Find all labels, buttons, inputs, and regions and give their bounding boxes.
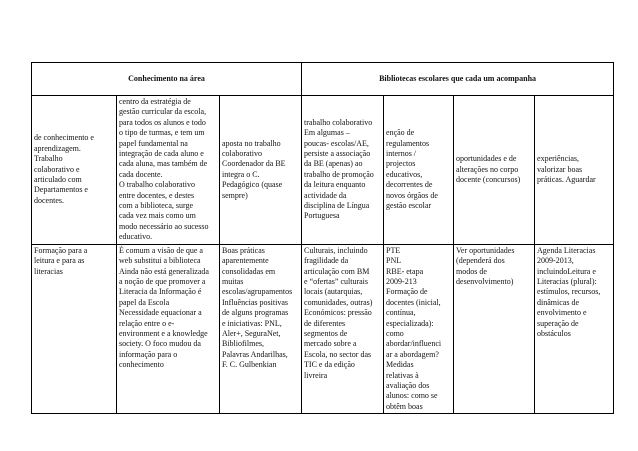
table-cell: Culturais, incluindo fragilidade da articulação com BM e “ofertas” culturais locais (autarquias, comunidades, outras) Económicos: pressão de diferentes segmentos de mercado sobre a Escola, no sector das TIC e da edição livreira <box>302 244 384 414</box>
table-cell: centro da estratégia de gestão curricular da escola, para todos os alunos e todo o tipo de turmas, e tem um papel fundamental na integração de cada aluno e cada aluna, mas também de cada docente. O trabalho colaborativo entre docentes, e destes com a biblioteca, surge cada vez mais como um modo necessário ao sucesso educativo. <box>117 96 220 245</box>
table-row <box>32 96 614 245</box>
table-row <box>32 244 614 414</box>
table-cell: Boas práticas aparentemente consolidadas em muitas escolas/agrupamentos Influências positivas de alguns programas e iniciativas: PNL, Aler+, SeguraNet, Bibliofilmes, Palavras Andarilhas, F. C. Gulbenkian <box>220 244 302 414</box>
table-cell: enção de regulamentos internos / projectos educativos, decorrentes de novos órgãos de gestão escolar <box>384 96 454 245</box>
table-cell: É comum a visão de que a web substitui a biblioteca Ainda não está generalizada a noção de que promover a Literacia da Informação é papel da Escola Necessidade equacionar a relação entre o e- environment e a knowledge society. O foco mudou da informação para o conhecimento <box>117 244 220 414</box>
table-cell: aposta no trabalho colaborativo Coordenador da BE integra o C. Pedagógico (quase sempre) <box>220 96 302 245</box>
table-cell: experiências, valorizar boas práticas. Aguardar <box>535 96 614 245</box>
header-row <box>32 63 614 96</box>
table-cell: de conhecimento e aprendizagem. Trabalho colaborativo e articulado com Departamentos e docentes. <box>32 96 117 245</box>
header-school-libraries: Bibliotecas escolares que cada um acompanha <box>302 63 614 96</box>
document-table <box>31 62 614 414</box>
table-cell: Agenda Literacias 2009-2013, incluindoLeitura e Literacias (plural): estímulos, recursos, dinâmicas de envolvimento e superação de obstáculos <box>535 244 614 414</box>
table-cell: PTE PNL RBE- etapa 2009-213 Formação de docentes (inicial, contínua, especializada): como abordar/influenci ar a abordagem? Medidas relativas à avaliação dos alunos: como se obtêm boas <box>384 244 454 414</box>
table-cell: Ver oportunidades (dependerá dos modos de desenvolvimento) <box>454 244 535 414</box>
table-cell: trabalho colaborativo Em algumas – poucas- escolas/AE, persiste a associação da BE (apenas) ao trabalho de promoção da leitura enquanto actividade da disciplina de Língua Portuguesa <box>302 96 384 245</box>
header-knowledge-area: Conhecimento na área <box>32 63 302 96</box>
table-cell: oportunidades e de alterações no corpo docente (concursos) <box>454 96 535 245</box>
table-cell: Formação para a leitura e para as literacias <box>32 244 117 414</box>
